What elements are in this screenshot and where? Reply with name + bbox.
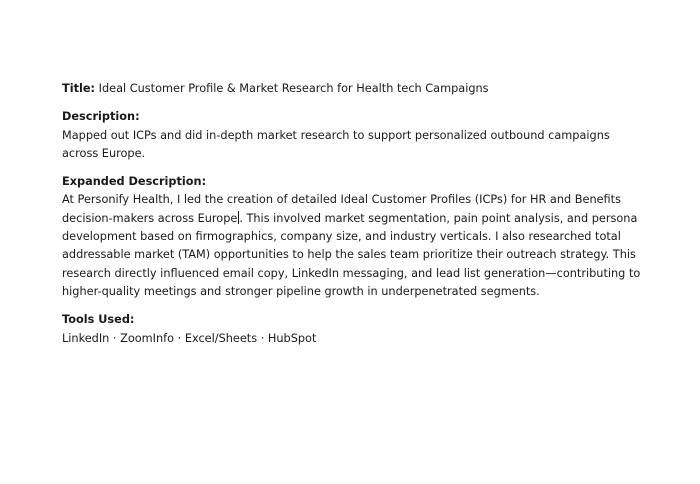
tools-used-label: Tools Used: [62,313,135,327]
title-section [62,80,642,98]
expanded-description-text-part-2: . This involved market segmentation, pain point analysis, and persona development based on firmographics, company size, and industry verticals. I also researched total addressable market (TAM) opportunities to help the sales team prioritize their outreach strategy. This research directly influenced email copy, LinkedIn messaging, and lead list generation—contributing to higher-quality meetings and stronger pipeline growth in underpenetrated segments. [62,211,641,298]
expanded-description-section [62,173,642,301]
title-label: Title: [62,82,96,95]
expanded-description-text [62,191,642,301]
title-value: Ideal Customer Profile & Market Research for Health tech Campaigns [98,82,489,95]
expanded-description-text-part-1: At Personify Health, I led the creation of detailed Ideal Customer Profiles (ICPs) for HR and Benefits decision-makers across Europe [62,193,621,225]
description-text: Mapped out ICPs and did in-depth market research to support personalized outbound campaigns across Europe. [62,128,610,160]
expanded-description-label: Expanded Description: [62,175,207,189]
tools-used-text: LinkedIn · ZoomInfo · Excel/Sheets · HubSpot [62,331,317,345]
tools-used-section [62,311,642,348]
description-section [62,108,642,163]
title-line [62,80,642,98]
document-body[interactable] [62,80,642,358]
description-label: Description: [62,110,140,124]
